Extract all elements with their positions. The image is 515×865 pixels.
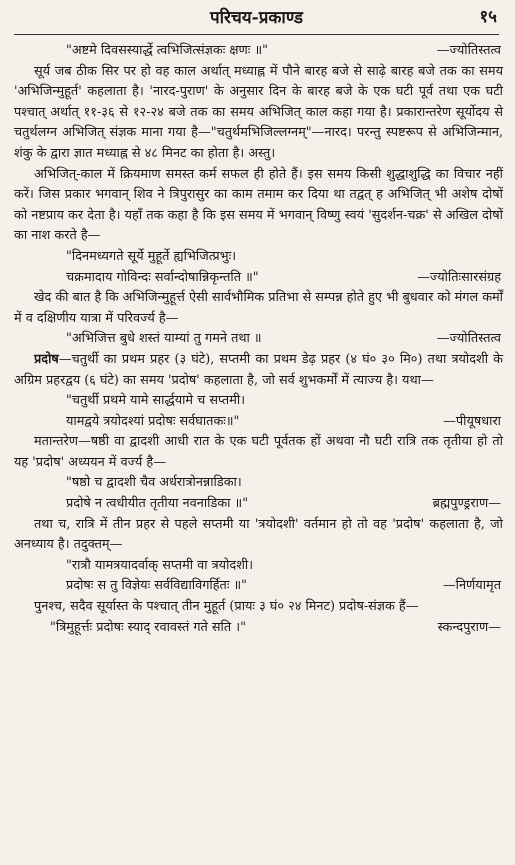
paragraph-text: पुनश्च, सदैव सूर्यास्त के पश्चात् तीन मुहूर्त (प्रायः ३ घं० २४ मिनट) प्रदोष-संज्ञक हैं— [34,599,419,615]
source-citation: —पीयूषधारा [443,413,501,429]
paragraph [14,350,503,391]
source-citation: ब्रह्मपुण्ड्रराण— [432,496,501,512]
source-citation: —ज्योतिःसारसंग्रह [417,269,501,285]
paragraph-text: सूर्य जब ठीक सिर पर हो वह काल अर्थात् मध्याह्न में पौने बारह बजे से साढ़े बारह बजे तक का समय 'अभिजिन्मुहूर्त' कहलाता है। 'नारद-पुराण' के अनुसार दिन के बारह बजे के एक घटी पूर्व तथा एक घटी पश्चात् अर्थात् ११-३६ से १२-२४ बजे तक का समय अभिजित् काल कहा गया है। प्रकारान्तरेण सूर्योदय से चतुर्थलग्न अभिजित् संज्ञक माना गया है—"चतुर्थमभिजिल्लग्नम्"—नारद। परन्तु स्पष्टरूप से अभिजिन्मान, शंकु के द्वारा ज्ञात मध्याह्न से ४८ मिनट का होता है। अस्तु। [14,63,503,161]
paragraph-text: अभिजित्-काल में क्रियमाण समस्त कर्म सफल ही होते हैं। इस समय किसी शुद्धाशुद्धि का विचार नहीं करें। जिस प्रकार भगवान् शिव ने त्रिपुरासुर का काम तमाम कर दिया था तद्वत् ह अभिजित् भी अशेष दोषों को नष्टप्राय कर देता है। यहाँ तक कहा है कि इस समय में भगवान् विष्णु स्वयं 'सुदर्शन-चक्र' से अखिल दोषों का नाश करते है— [14,166,503,244]
verse-text: प्रदोषे न त्वधीयीत तृतीया नवनाडिका ॥" [66,496,249,512]
verse-text: प्रदोषः स तु विज्ञेयः सर्वविद्याविगर्हितः ॥" [66,578,248,594]
paragraph-text: मतान्तरेण—षष्ठी वा द्वादशी आधी रात के एक घटी पूर्वतक हों अथवा नौ घटी रात्रि तक तृतीया हो तो यह 'प्रदोष' अध्ययन में वर्ज्य है— [14,434,503,470]
verse-text: चक्रमादाय गोविन्दः सर्वान्दोषान्निकृन्तति ॥" [66,269,259,285]
verse-line: "चतुर्थी प्रथमे यामे सार्द्धयामे च सप्तमी। [66,393,246,409]
verse-line: "षष्ठो च द्वादशी चैव अर्धरात्रोनन्नाडिका। [66,475,242,491]
term-heading: प्रदोष [34,351,59,367]
verse-line-with-source [14,494,503,515]
paragraph [14,515,503,556]
verse-line-with-source [14,329,503,350]
paragraph [14,288,503,329]
paragraph-text: तथा च, रात्रि में तीन प्रहर से पहले सप्तमी या 'त्रयोदशी' वर्तमान हो तो वह 'प्रदोष' कहलाता है, जो अनध्याय है। तदुक्तम्— [14,516,503,553]
verse-line: "रात्रौ यामत्रयादर्वाक् सप्तमी वा त्रयोदशी। [66,557,254,573]
verse-line-with-source [14,41,503,62]
verse-text: यामद्वये त्रयोदश्यां प्रदोषः सर्वघातकः॥" [66,413,240,429]
chapter-title: परिचय-प्रकाण्ड [209,8,304,28]
verse-line-with-source [14,618,503,639]
page-body [14,41,503,638]
verse-text: "अभिजित्त बुधे शस्तं याम्यां तु गमने तथा ॥ [66,331,262,347]
verse-text: "अष्टमे दिवसस्यार्द्धे त्वभिजित्संज्ञकः क्षणः ॥" [66,43,268,58]
verse-line-with-source [14,412,503,433]
page-number: १५ [479,7,497,27]
paragraph [14,165,503,247]
paragraph-text: —चतुर्थी का प्रथम प्रहर (३ घंटे), सप्तमी का प्रथम डेढ़ प्रहर (४ घं० ३० मि०) तथा त्रयोदशी के अग्रिम प्रहरद्वय (६ घंटे) का समय 'प्रदोष' कहलाता है, जो सर्व शुभकर्मों में त्याज्य है। यथा— [14,351,503,388]
source-citation: —निर्णयामृत [442,578,501,594]
verse-line-with-source [14,576,503,597]
verse-line: "दिनमध्यगते सूर्ये मुहूर्ते ह्यभिजित्प्रभुः। [66,248,237,264]
source-citation: —ज्योतिस्तत्व [436,331,501,347]
verse-line-with-source [14,268,503,289]
paragraph-text: खेद की बात है कि अभिजिन्मुहूर्त्त ऐसी सार्वभौमिक प्रतिभा से सम्पन्न होते हुए भी बुधवार को मंगल कर्मों में व दक्षिणीय यात्रा में परिवर्ज्य है— [14,290,503,326]
source-citation: स्कन्दपुराण— [437,619,501,635]
page-header [14,0,499,35]
paragraph [14,597,503,618]
paragraph [14,432,503,473]
paragraph [14,62,503,165]
source-citation: —ज्योतिस्तत्व [436,43,501,58]
verse-text: "त्रिमुहूर्त्तः प्रदोषः स्याद् रवावस्तं गते सति ।" [50,619,246,635]
